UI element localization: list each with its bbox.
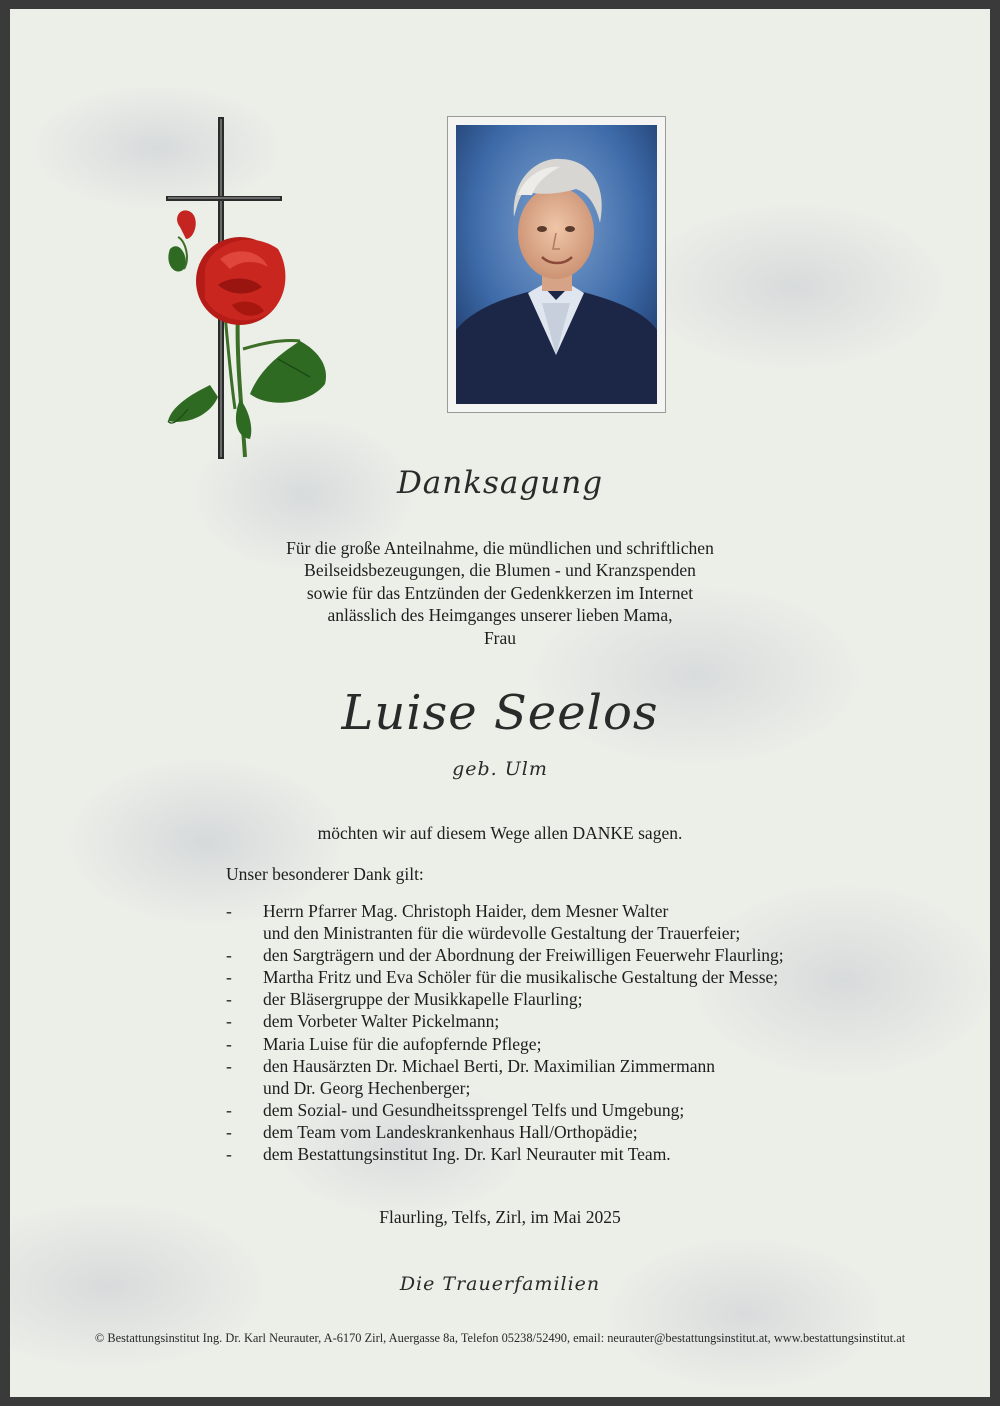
footer-imprint: © Bestattungsinstitut Ing. Dr. Karl Neurauter, A-6170 Zirl, Auergasse 8a, Telefon 05238/52490, email: neurauter@bestattungsinstitut.at, www.bestattungsinstitut.at xyxy=(94,1331,906,1345)
obituary-card xyxy=(10,9,990,1397)
intro-line: anlässlich des Heimganges unserer lieben Mama, xyxy=(327,605,673,626)
list-item xyxy=(226,966,784,988)
intro-line: sowie für das Entzünden der Gedenkkerzen im Internet xyxy=(306,582,694,603)
portrait-photo xyxy=(456,125,657,404)
list-bullet: - xyxy=(226,1055,232,1076)
thanks-list xyxy=(226,900,784,1165)
list-item xyxy=(226,900,784,944)
list-item-line: dem Team vom Landeskrankenhaus Hall/Orthopädie; xyxy=(263,1121,638,1142)
list-item xyxy=(226,944,784,966)
list-item xyxy=(226,1121,784,1143)
list-bullet: - xyxy=(226,1144,232,1165)
list-item-line: den Sargträgern und der Abordnung der Freiwilligen Feuerwehr Flaurling; xyxy=(263,945,784,966)
list-item-line: dem Sozial- und Gesundheitssprengel Telfs und Umgebung; xyxy=(263,1099,685,1120)
list-item xyxy=(226,1099,784,1121)
place-date: Flaurling, Telfs, Zirl, im Mai 2025 xyxy=(379,1207,621,1227)
intro-line: Beilseidsbezeugungen, die Blumen - und Kranzspenden xyxy=(304,560,696,581)
list-bullet: - xyxy=(226,945,232,966)
list-bullet: - xyxy=(226,1121,232,1142)
list-item-line: der Bläsergruppe der Musikkapelle Flaurling; xyxy=(263,989,583,1010)
birth-name: geb. Ulm xyxy=(452,758,548,780)
list-bullet: - xyxy=(226,1033,232,1054)
list-item-line: den Hausärzten Dr. Michael Berti, Dr. Maximilian Zimmermann xyxy=(263,1055,715,1076)
deceased-name: Luise Seelos xyxy=(341,685,659,741)
signature: Die Trauerfamilien xyxy=(399,1273,601,1295)
list-item-line: und Dr. Georg Hechenberger; xyxy=(263,1077,471,1098)
intro-line: Für die große Anteilnahme, die mündlichen und schriftlichen xyxy=(286,538,714,558)
page-title: Danksagung xyxy=(396,465,604,501)
intro-line: Frau xyxy=(483,627,517,648)
list-item-line: Herrn Pfarrer Mag. Christoph Haider, dem Mesner Walter xyxy=(263,901,669,921)
list-item-line: und den Ministranten für die würdevolle Gestaltung der Trauerfeier; xyxy=(263,923,741,944)
portrait-frame xyxy=(447,116,666,413)
list-item xyxy=(226,1143,784,1165)
list-bullet: - xyxy=(226,901,232,921)
list-item-line: dem Bestattungsinstitut Ing. Dr. Karl Neurauter mit Team. xyxy=(263,1144,671,1165)
intro-text xyxy=(0,537,1000,649)
list-item xyxy=(226,1010,784,1032)
special-thanks-heading: Unser besonderer Dank gilt: xyxy=(226,864,424,884)
thanks-line: möchten wir auf diesem Wege allen DANKE sagen. xyxy=(317,823,683,843)
list-bullet: - xyxy=(226,1011,232,1032)
list-bullet: - xyxy=(226,967,232,988)
list-item-line: Maria Luise für die aufopfernde Pflege; xyxy=(263,1033,542,1054)
list-bullet: - xyxy=(226,1099,232,1120)
list-item-line: dem Vorbeter Walter Pickelmann; xyxy=(263,1011,500,1032)
cross-with-rose-icon xyxy=(150,109,340,469)
list-item-line: Martha Fritz und Eva Schöler für die musikalische Gestaltung der Messe; xyxy=(263,967,779,988)
list-item xyxy=(226,1055,784,1099)
list-item xyxy=(226,1033,784,1055)
list-bullet: - xyxy=(226,989,232,1010)
list-item xyxy=(226,988,784,1010)
